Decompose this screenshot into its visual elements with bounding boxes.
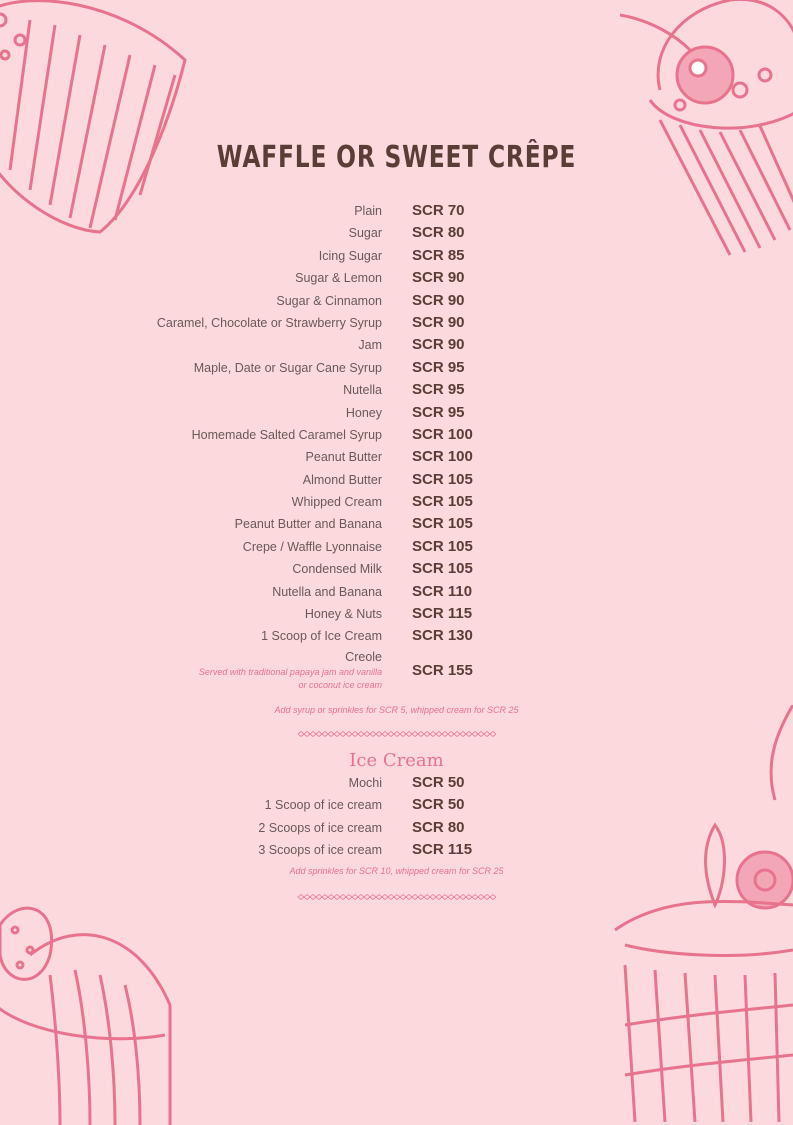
item-name: Caramel, Chocolate or Strawberry Syrup xyxy=(156,315,382,330)
item-price: SCR 115 xyxy=(412,841,473,859)
item-price: SCR 90 xyxy=(412,269,465,287)
item-name: Homemade Salted Caramel Syrup xyxy=(191,427,382,442)
diamond-divider xyxy=(296,730,496,738)
list-item xyxy=(0,605,793,627)
item-name: Honey xyxy=(345,405,382,420)
list-item xyxy=(0,292,793,314)
item-price: SCR 70 xyxy=(412,202,465,219)
item-name: Whipped Cream xyxy=(291,495,382,510)
crepes-note: Add syrup or sprinkles for SCR 5, whipped cream for SCR 25 xyxy=(274,705,519,715)
item-name: Nutella xyxy=(343,383,382,398)
strawberry-cupcake-illustration-bottom-left xyxy=(0,895,190,1125)
list-item xyxy=(0,381,793,403)
item-name: Sugar & Cinnamon xyxy=(276,293,382,308)
item-price: SCR 155 xyxy=(412,662,473,679)
item-price: SCR 80 xyxy=(412,818,465,836)
item-price: SCR 110 xyxy=(412,582,473,600)
list-item xyxy=(0,336,793,358)
item-price: SCR 80 xyxy=(412,224,465,242)
list-item xyxy=(0,247,793,269)
list-item xyxy=(0,471,793,493)
item-price: SCR 50 xyxy=(412,774,465,791)
item-name: Sugar xyxy=(348,226,382,241)
list-item xyxy=(0,404,793,426)
item-name: Plain xyxy=(354,204,382,218)
item-price: SCR 90 xyxy=(412,336,465,354)
item-price: SCR 95 xyxy=(412,381,465,399)
item-description-line: Served with traditional papaya jam and vanilla xyxy=(198,667,382,677)
list-item xyxy=(0,650,793,698)
diamond-divider xyxy=(296,893,496,901)
item-name: 1 Scoop of ice cream xyxy=(264,798,382,813)
item-price: SCR 130 xyxy=(412,627,473,645)
item-name: 3 Scoops of ice cream xyxy=(258,843,382,858)
item-price: SCR 115 xyxy=(412,605,473,623)
list-item xyxy=(0,819,793,841)
list-item xyxy=(0,515,793,537)
item-price: SCR 90 xyxy=(412,291,465,309)
list-item xyxy=(0,426,793,448)
item-name: Creole xyxy=(345,650,382,664)
item-price: SCR 105 xyxy=(412,515,473,533)
list-item xyxy=(0,202,793,224)
item-name: Crepe / Waffle Lyonnaise xyxy=(242,539,382,554)
list-item xyxy=(0,269,793,291)
ice-cream-menu-list xyxy=(0,774,793,864)
item-price: SCR 50 xyxy=(412,796,465,814)
item-price: SCR 95 xyxy=(412,403,465,421)
item-price: SCR 90 xyxy=(412,313,465,331)
list-item xyxy=(0,627,793,649)
item-name: Icing Sugar xyxy=(318,248,382,263)
list-item xyxy=(0,796,793,818)
page-title: WAFFLE OR SWEET CRÊPE xyxy=(216,140,577,175)
list-item xyxy=(0,224,793,246)
list-item xyxy=(0,560,793,582)
item-name: Nutella and Banana xyxy=(272,584,382,599)
item-name: Mochi xyxy=(348,776,382,790)
item-name: Almond Butter xyxy=(302,472,382,487)
list-item xyxy=(0,774,793,796)
list-item xyxy=(0,841,793,863)
item-name: Maple, Date or Sugar Cane Syrup xyxy=(193,360,382,375)
creole-item xyxy=(0,650,793,698)
item-name: Peanut Butter and Banana xyxy=(234,517,382,532)
item-price: SCR 100 xyxy=(412,448,473,466)
list-item xyxy=(0,538,793,560)
list-item xyxy=(0,448,793,470)
item-name: Jam xyxy=(358,338,382,353)
list-item xyxy=(0,493,793,515)
item-description-line: or coconut ice cream xyxy=(298,680,382,690)
item-price: SCR 100 xyxy=(412,425,473,443)
section-title-ice-cream: Ice Cream xyxy=(349,750,444,771)
item-price: SCR 105 xyxy=(412,560,473,578)
crepe-menu-list xyxy=(0,202,793,650)
item-price: SCR 95 xyxy=(412,358,465,376)
item-name: 1 Scoop of Ice Cream xyxy=(261,629,382,644)
list-item xyxy=(0,583,793,605)
item-description xyxy=(142,666,382,692)
item-price: SCR 85 xyxy=(412,246,465,264)
item-price: SCR 105 xyxy=(412,493,473,511)
item-name: 2 Scoops of ice cream xyxy=(258,820,382,835)
list-item xyxy=(0,359,793,381)
list-item xyxy=(0,314,793,336)
item-price: SCR 105 xyxy=(412,470,473,488)
item-name: Condensed Milk xyxy=(292,562,382,577)
item-name: Sugar & Lemon xyxy=(295,271,382,286)
item-price: SCR 105 xyxy=(412,537,473,555)
item-name: Honey & Nuts xyxy=(304,607,382,622)
item-name: Peanut Butter xyxy=(305,450,382,465)
ice-cream-note: Add sprinkles for SCR 10, whipped cream for SCR 25 xyxy=(289,866,504,876)
strawberry-cupcake-icon xyxy=(0,895,190,1125)
